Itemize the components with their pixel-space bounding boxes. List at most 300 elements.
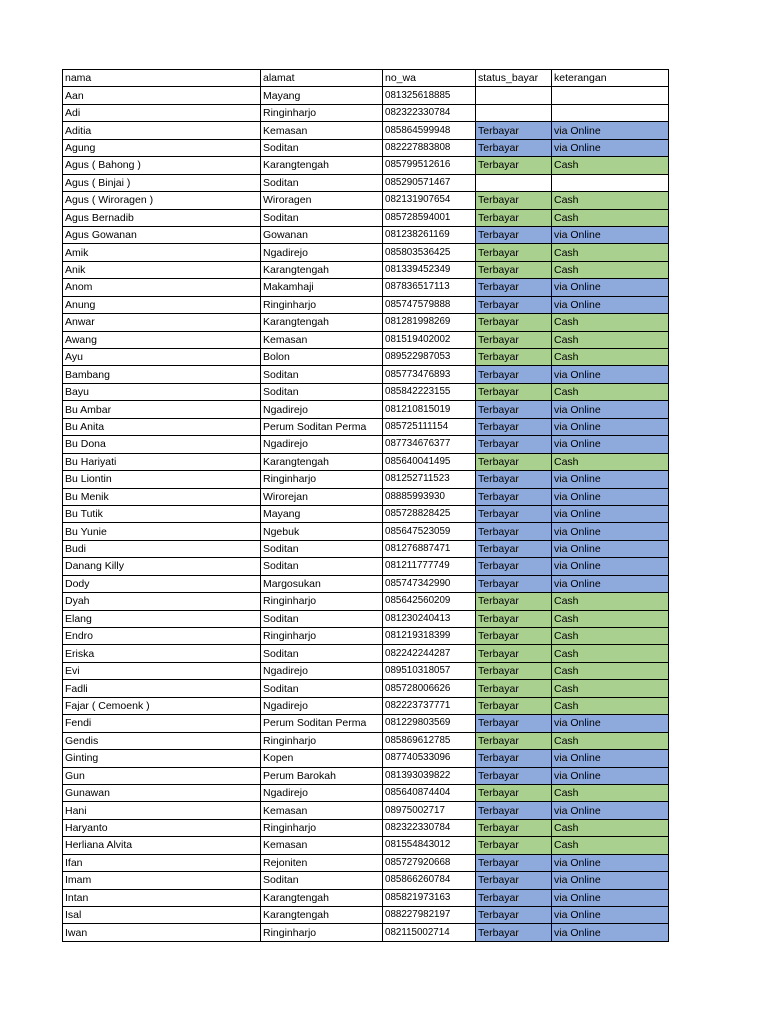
cell-status-bayar[interactable]: Terbayar bbox=[476, 540, 552, 557]
cell-keterangan[interactable]: via Online bbox=[552, 139, 669, 156]
cell-no-wa[interactable]: 082115002714 bbox=[383, 924, 476, 941]
table-row bbox=[63, 418, 669, 435]
cell-status-bayar[interactable]: Terbayar bbox=[476, 802, 552, 819]
cell-alamat[interactable]: Ringinharjo bbox=[261, 628, 383, 645]
cell-keterangan[interactable]: via Online bbox=[552, 715, 669, 732]
cell-status-bayar[interactable]: Terbayar bbox=[476, 819, 552, 836]
cell-nama[interactable]: Imam bbox=[63, 872, 261, 889]
cell-alamat[interactable]: Ringinharjo bbox=[261, 819, 383, 836]
cell-keterangan[interactable]: Cash bbox=[552, 645, 669, 662]
cell-status-bayar[interactable]: Terbayar bbox=[476, 436, 552, 453]
header-keterangan[interactable]: keterangan bbox=[552, 70, 669, 87]
cell-keterangan[interactable]: Cash bbox=[552, 349, 669, 366]
cell-alamat[interactable]: Ngadirejo bbox=[261, 784, 383, 801]
cell-alamat[interactable]: Perum Soditan Perma bbox=[261, 715, 383, 732]
cell-no-wa[interactable]: 085842223155 bbox=[383, 383, 476, 400]
cell-nama[interactable]: Haryanto bbox=[63, 819, 261, 836]
cell-nama[interactable]: Anwar bbox=[63, 314, 261, 331]
table-row bbox=[63, 610, 669, 627]
cell-no-wa[interactable]: 089522987053 bbox=[383, 349, 476, 366]
cell-alamat[interactable]: Ringinharjo bbox=[261, 732, 383, 749]
table-row bbox=[63, 872, 669, 889]
cell-nama[interactable]: Bu Hariyati bbox=[63, 453, 261, 470]
cell-alamat[interactable]: Soditan bbox=[261, 383, 383, 400]
cell-status-bayar[interactable]: Terbayar bbox=[476, 244, 552, 261]
table-row bbox=[63, 139, 669, 156]
table-row bbox=[63, 383, 669, 400]
cell-status-bayar[interactable]: Terbayar bbox=[476, 418, 552, 435]
table-row bbox=[63, 767, 669, 784]
cell-keterangan[interactable]: Cash bbox=[552, 837, 669, 854]
cell-alamat[interactable]: Mayang bbox=[261, 87, 383, 104]
cell-nama[interactable]: Bayu bbox=[63, 383, 261, 400]
cell-nama[interactable]: Fadli bbox=[63, 680, 261, 697]
cell-no-wa[interactable]: 081281998269 bbox=[383, 314, 476, 331]
cell-alamat[interactable]: Soditan bbox=[261, 174, 383, 191]
cell-nama[interactable]: Bu Dona bbox=[63, 436, 261, 453]
cell-nama[interactable]: Bu Anita bbox=[63, 418, 261, 435]
cell-no-wa[interactable]: 085640874404 bbox=[383, 784, 476, 801]
header-nama[interactable]: nama bbox=[63, 70, 261, 87]
cell-status-bayar[interactable]: Terbayar bbox=[476, 279, 552, 296]
cell-alamat[interactable]: Ngadirejo bbox=[261, 401, 383, 418]
cell-no-wa[interactable]: 085866260784 bbox=[383, 872, 476, 889]
cell-status-bayar[interactable]: Terbayar bbox=[476, 750, 552, 767]
table-row bbox=[63, 471, 669, 488]
cell-alamat[interactable]: Soditan bbox=[261, 366, 383, 383]
cell-nama[interactable]: Anung bbox=[63, 296, 261, 313]
cell-alamat[interactable]: Bolon bbox=[261, 349, 383, 366]
cell-nama[interactable]: Ifan bbox=[63, 854, 261, 871]
table-row bbox=[63, 331, 669, 348]
cell-nama[interactable]: Anom bbox=[63, 279, 261, 296]
cell-nama[interactable]: Hani bbox=[63, 802, 261, 819]
cell-alamat[interactable]: Gowanan bbox=[261, 226, 383, 243]
cell-status-bayar[interactable]: Terbayar bbox=[476, 523, 552, 540]
cell-no-wa[interactable]: 081325618885 bbox=[383, 87, 476, 104]
cell-nama[interactable]: Agung bbox=[63, 139, 261, 156]
cell-no-wa[interactable]: 081219318399 bbox=[383, 628, 476, 645]
cell-status-bayar[interactable]: Terbayar bbox=[476, 331, 552, 348]
cell-no-wa[interactable]: 085728594001 bbox=[383, 209, 476, 226]
cell-keterangan[interactable]: via Online bbox=[552, 436, 669, 453]
cell-keterangan[interactable]: Cash bbox=[552, 784, 669, 801]
cell-no-wa[interactable]: 085725111154 bbox=[383, 418, 476, 435]
cell-status-bayar[interactable]: Terbayar bbox=[476, 471, 552, 488]
cell-keterangan[interactable]: via Online bbox=[552, 523, 669, 540]
cell-alamat[interactable]: Kemasan bbox=[261, 837, 383, 854]
cell-keterangan[interactable]: via Online bbox=[552, 366, 669, 383]
cell-alamat[interactable]: Ngadirejo bbox=[261, 244, 383, 261]
cell-status-bayar[interactable]: Terbayar bbox=[476, 593, 552, 610]
cell-no-wa[interactable]: 081393039822 bbox=[383, 767, 476, 784]
table-row bbox=[63, 628, 669, 645]
cell-status-bayar[interactable]: Terbayar bbox=[476, 680, 552, 697]
spreadsheet-table bbox=[62, 69, 669, 942]
cell-keterangan[interactable]: via Online bbox=[552, 575, 669, 592]
header-no-wa[interactable]: no_wa bbox=[383, 70, 476, 87]
table-row bbox=[63, 226, 669, 243]
cell-status-bayar[interactable]: Terbayar bbox=[476, 872, 552, 889]
cell-no-wa[interactable]: 081519402002 bbox=[383, 331, 476, 348]
cell-alamat[interactable]: Ngadirejo bbox=[261, 662, 383, 679]
cell-nama[interactable]: Adi bbox=[63, 104, 261, 121]
cell-status-bayar[interactable]: Terbayar bbox=[476, 889, 552, 906]
table-row bbox=[63, 819, 669, 836]
table-row bbox=[63, 575, 669, 592]
table-row bbox=[63, 523, 669, 540]
table-row bbox=[63, 157, 669, 174]
table-row bbox=[63, 436, 669, 453]
cell-status-bayar[interactable]: Terbayar bbox=[476, 366, 552, 383]
cell-alamat[interactable]: Karangtengah bbox=[261, 261, 383, 278]
table-row bbox=[63, 279, 669, 296]
cell-status-bayar[interactable]: Terbayar bbox=[476, 261, 552, 278]
cell-status-bayar[interactable]: Terbayar bbox=[476, 122, 552, 139]
table-row bbox=[63, 104, 669, 121]
table-row bbox=[63, 540, 669, 557]
table-row bbox=[63, 889, 669, 906]
cell-status-bayar[interactable]: Terbayar bbox=[476, 401, 552, 418]
cell-alamat[interactable]: Karangtengah bbox=[261, 907, 383, 924]
cell-status-bayar[interactable]: Terbayar bbox=[476, 732, 552, 749]
cell-nama[interactable]: Iwan bbox=[63, 924, 261, 941]
cell-status-bayar[interactable]: Terbayar bbox=[476, 645, 552, 662]
table-row bbox=[63, 907, 669, 924]
cell-no-wa[interactable]: 081210815019 bbox=[383, 401, 476, 418]
cell-alamat[interactable]: Kemasan bbox=[261, 802, 383, 819]
cell-alamat[interactable]: Wiroragen bbox=[261, 192, 383, 209]
cell-nama[interactable]: Herliana Alvita bbox=[63, 837, 261, 854]
cell-status-bayar[interactable]: Terbayar bbox=[476, 662, 552, 679]
table-row bbox=[63, 122, 669, 139]
cell-keterangan[interactable]: Cash bbox=[552, 261, 669, 278]
cell-keterangan[interactable]: via Online bbox=[552, 279, 669, 296]
cell-nama[interactable]: Ginting bbox=[63, 750, 261, 767]
cell-nama[interactable]: Fendi bbox=[63, 715, 261, 732]
cell-no-wa[interactable]: 088227982197 bbox=[383, 907, 476, 924]
cell-keterangan[interactable]: via Online bbox=[552, 907, 669, 924]
cell-alamat[interactable]: Soditan bbox=[261, 558, 383, 575]
cell-status-bayar[interactable] bbox=[476, 174, 552, 191]
cell-status-bayar[interactable] bbox=[476, 87, 552, 104]
header-row bbox=[63, 70, 669, 87]
cell-keterangan[interactable]: via Online bbox=[552, 802, 669, 819]
cell-nama[interactable]: Agus ( Wiroragen ) bbox=[63, 192, 261, 209]
table-row bbox=[63, 645, 669, 662]
cell-alamat[interactable]: Kemasan bbox=[261, 122, 383, 139]
table-row bbox=[63, 488, 669, 505]
cell-alamat[interactable]: Ringinharjo bbox=[261, 924, 383, 941]
cell-alamat[interactable]: Kopen bbox=[261, 750, 383, 767]
cell-nama[interactable]: Amik bbox=[63, 244, 261, 261]
cell-no-wa[interactable]: 085728828425 bbox=[383, 505, 476, 522]
cell-alamat[interactable]: Rejoniten bbox=[261, 854, 383, 871]
cell-keterangan[interactable]: via Online bbox=[552, 226, 669, 243]
cell-no-wa[interactable]: 082322330784 bbox=[383, 104, 476, 121]
cell-keterangan[interactable]: Cash bbox=[552, 383, 669, 400]
cell-keterangan[interactable]: via Online bbox=[552, 401, 669, 418]
table-body bbox=[63, 87, 669, 941]
cell-alamat[interactable]: Mayang bbox=[261, 505, 383, 522]
cell-status-bayar[interactable]: Terbayar bbox=[476, 453, 552, 470]
cell-alamat[interactable]: Ringinharjo bbox=[261, 471, 383, 488]
table-row bbox=[63, 209, 669, 226]
cell-no-wa[interactable]: 085864599948 bbox=[383, 122, 476, 139]
cell-alamat[interactable]: Ringinharjo bbox=[261, 593, 383, 610]
cell-nama[interactable]: Endro bbox=[63, 628, 261, 645]
cell-status-bayar[interactable]: Terbayar bbox=[476, 226, 552, 243]
cell-status-bayar[interactable]: Terbayar bbox=[476, 505, 552, 522]
cell-status-bayar[interactable]: Terbayar bbox=[476, 558, 552, 575]
cell-keterangan[interactable]: via Online bbox=[552, 889, 669, 906]
cell-status-bayar[interactable]: Terbayar bbox=[476, 192, 552, 209]
cell-no-wa[interactable]: 082227883808 bbox=[383, 139, 476, 156]
table-row bbox=[63, 349, 669, 366]
table-row bbox=[63, 662, 669, 679]
table-row bbox=[63, 680, 669, 697]
cell-no-wa[interactable]: 085773476893 bbox=[383, 366, 476, 383]
cell-status-bayar[interactable]: Terbayar bbox=[476, 296, 552, 313]
cell-status-bayar[interactable]: Terbayar bbox=[476, 488, 552, 505]
table-row bbox=[63, 837, 669, 854]
cell-keterangan[interactable]: Cash bbox=[552, 244, 669, 261]
cell-status-bayar[interactable]: Terbayar bbox=[476, 139, 552, 156]
table-row bbox=[63, 784, 669, 801]
cell-nama[interactable]: Evi bbox=[63, 662, 261, 679]
cell-status-bayar[interactable]: Terbayar bbox=[476, 575, 552, 592]
cell-keterangan[interactable]: Cash bbox=[552, 610, 669, 627]
cell-no-wa[interactable]: 081211777749 bbox=[383, 558, 476, 575]
cell-status-bayar[interactable]: Terbayar bbox=[476, 854, 552, 871]
cell-keterangan[interactable] bbox=[552, 104, 669, 121]
cell-status-bayar[interactable]: Terbayar bbox=[476, 383, 552, 400]
header-status-bayar[interactable]: status_bayar bbox=[476, 70, 552, 87]
table-row bbox=[63, 244, 669, 261]
cell-keterangan[interactable]: via Online bbox=[552, 558, 669, 575]
cell-nama[interactable]: Gendis bbox=[63, 732, 261, 749]
cell-keterangan[interactable]: via Online bbox=[552, 122, 669, 139]
cell-no-wa[interactable]: 082322330784 bbox=[383, 819, 476, 836]
cell-status-bayar[interactable]: Terbayar bbox=[476, 767, 552, 784]
cell-keterangan[interactable]: via Online bbox=[552, 418, 669, 435]
cell-alamat[interactable]: Soditan bbox=[261, 645, 383, 662]
cell-keterangan[interactable]: Cash bbox=[552, 697, 669, 714]
cell-nama[interactable]: Agus Gowanan bbox=[63, 226, 261, 243]
cell-nama[interactable]: Aan bbox=[63, 87, 261, 104]
cell-nama[interactable]: Aditia bbox=[63, 122, 261, 139]
cell-nama[interactable]: Bu Menik bbox=[63, 488, 261, 505]
table-row bbox=[63, 505, 669, 522]
cell-alamat[interactable]: Perum Barokah bbox=[261, 767, 383, 784]
cell-status-bayar[interactable]: Terbayar bbox=[476, 784, 552, 801]
cell-no-wa[interactable]: 085869612785 bbox=[383, 732, 476, 749]
cell-no-wa[interactable]: 085728006626 bbox=[383, 680, 476, 697]
cell-nama[interactable]: Agus Bernadib bbox=[63, 209, 261, 226]
cell-status-bayar[interactable]: Terbayar bbox=[476, 907, 552, 924]
cell-nama[interactable]: Danang Killy bbox=[63, 558, 261, 575]
cell-no-wa[interactable]: 085727920668 bbox=[383, 854, 476, 871]
cell-keterangan[interactable]: Cash bbox=[552, 192, 669, 209]
cell-no-wa[interactable]: 089510318057 bbox=[383, 662, 476, 679]
table-row bbox=[63, 453, 669, 470]
cell-alamat[interactable]: Kemasan bbox=[261, 331, 383, 348]
cell-keterangan[interactable]: Cash bbox=[552, 662, 669, 679]
cell-no-wa[interactable]: 087740533096 bbox=[383, 750, 476, 767]
cell-no-wa[interactable]: 082223737771 bbox=[383, 697, 476, 714]
cell-no-wa[interactable]: 081252711523 bbox=[383, 471, 476, 488]
header-alamat[interactable]: alamat bbox=[261, 70, 383, 87]
cell-keterangan[interactable]: Cash bbox=[552, 593, 669, 610]
cell-alamat[interactable]: Ringinharjo bbox=[261, 296, 383, 313]
cell-alamat[interactable]: Soditan bbox=[261, 540, 383, 557]
cell-keterangan[interactable]: via Online bbox=[552, 505, 669, 522]
cell-no-wa[interactable]: 087836517113 bbox=[383, 279, 476, 296]
cell-keterangan[interactable]: via Online bbox=[552, 924, 669, 941]
cell-alamat[interactable]: Ringinharjo bbox=[261, 104, 383, 121]
cell-alamat[interactable]: Perum Soditan Perma bbox=[261, 418, 383, 435]
cell-status-bayar[interactable]: Terbayar bbox=[476, 209, 552, 226]
table-row bbox=[63, 854, 669, 871]
cell-keterangan[interactable]: Cash bbox=[552, 314, 669, 331]
cell-nama[interactable]: Dody bbox=[63, 575, 261, 592]
cell-no-wa[interactable]: 081276887471 bbox=[383, 540, 476, 557]
cell-status-bayar[interactable]: Terbayar bbox=[476, 314, 552, 331]
cell-no-wa[interactable]: 08975002717 bbox=[383, 802, 476, 819]
cell-no-wa[interactable]: 085747579888 bbox=[383, 296, 476, 313]
cell-alamat[interactable]: Karangtengah bbox=[261, 889, 383, 906]
cell-alamat[interactable]: Ngadirejo bbox=[261, 436, 383, 453]
cell-no-wa[interactable]: 085747342990 bbox=[383, 575, 476, 592]
cell-alamat[interactable]: Soditan bbox=[261, 139, 383, 156]
cell-no-wa[interactable]: 081229803569 bbox=[383, 715, 476, 732]
cell-alamat[interactable]: Soditan bbox=[261, 610, 383, 627]
cell-nama[interactable]: Elang bbox=[63, 610, 261, 627]
cell-nama[interactable]: Intan bbox=[63, 889, 261, 906]
cell-no-wa[interactable]: 087734676377 bbox=[383, 436, 476, 453]
cell-status-bayar[interactable]: Terbayar bbox=[476, 628, 552, 645]
cell-keterangan[interactable]: Cash bbox=[552, 628, 669, 645]
cell-alamat[interactable]: Ngebuk bbox=[261, 523, 383, 540]
table-row bbox=[63, 924, 669, 941]
cell-nama[interactable]: Bu Yunie bbox=[63, 523, 261, 540]
cell-no-wa[interactable]: 082131907654 bbox=[383, 192, 476, 209]
cell-no-wa[interactable]: 081554843012 bbox=[383, 837, 476, 854]
cell-no-wa[interactable]: 082242244287 bbox=[383, 645, 476, 662]
cell-keterangan[interactable]: via Online bbox=[552, 872, 669, 889]
cell-keterangan[interactable]: Cash bbox=[552, 819, 669, 836]
cell-keterangan[interactable]: via Online bbox=[552, 750, 669, 767]
table-row bbox=[63, 401, 669, 418]
cell-nama[interactable]: Awang bbox=[63, 331, 261, 348]
cell-alamat[interactable]: Karangtengah bbox=[261, 453, 383, 470]
table-row bbox=[63, 314, 669, 331]
cell-nama[interactable]: Bu Ambar bbox=[63, 401, 261, 418]
table-row bbox=[63, 593, 669, 610]
cell-no-wa[interactable]: 08885993930 bbox=[383, 488, 476, 505]
table-row bbox=[63, 261, 669, 278]
table-row bbox=[63, 366, 669, 383]
table-row bbox=[63, 732, 669, 749]
table-row bbox=[63, 802, 669, 819]
cell-alamat[interactable]: Soditan bbox=[261, 680, 383, 697]
cell-keterangan[interactable]: via Online bbox=[552, 471, 669, 488]
cell-no-wa[interactable]: 081339452349 bbox=[383, 261, 476, 278]
cell-status-bayar[interactable]: Terbayar bbox=[476, 349, 552, 366]
cell-alamat[interactable]: Wirorejan bbox=[261, 488, 383, 505]
cell-nama[interactable]: Dyah bbox=[63, 593, 261, 610]
cell-keterangan[interactable]: via Online bbox=[552, 296, 669, 313]
cell-nama[interactable]: Ayu bbox=[63, 349, 261, 366]
cell-nama[interactable]: Gun bbox=[63, 767, 261, 784]
cell-no-wa[interactable]: 085803536425 bbox=[383, 244, 476, 261]
cell-nama[interactable]: Isal bbox=[63, 907, 261, 924]
cell-status-bayar[interactable] bbox=[476, 104, 552, 121]
cell-keterangan[interactable]: via Online bbox=[552, 854, 669, 871]
cell-no-wa[interactable]: 085821973163 bbox=[383, 889, 476, 906]
cell-keterangan[interactable]: Cash bbox=[552, 157, 669, 174]
cell-no-wa[interactable]: 081230240413 bbox=[383, 610, 476, 627]
cell-nama[interactable]: Bu Liontin bbox=[63, 471, 261, 488]
cell-nama[interactable]: Gunawan bbox=[63, 784, 261, 801]
cell-alamat[interactable]: Ngadirejo bbox=[261, 697, 383, 714]
cell-keterangan[interactable]: via Online bbox=[552, 540, 669, 557]
cell-no-wa[interactable]: 085640041495 bbox=[383, 453, 476, 470]
cell-keterangan[interactable] bbox=[552, 174, 669, 191]
cell-no-wa[interactable]: 081238261169 bbox=[383, 226, 476, 243]
cell-alamat[interactable]: Makamhaji bbox=[261, 279, 383, 296]
cell-nama[interactable]: Fajar ( Cemoenk ) bbox=[63, 697, 261, 714]
cell-nama[interactable]: Agus ( Bahong ) bbox=[63, 157, 261, 174]
cell-nama[interactable]: Bu Tutik bbox=[63, 505, 261, 522]
cell-keterangan[interactable]: Cash bbox=[552, 331, 669, 348]
cell-alamat[interactable]: Margosukan bbox=[261, 575, 383, 592]
cell-alamat[interactable]: Karangtengah bbox=[261, 314, 383, 331]
cell-status-bayar[interactable]: Terbayar bbox=[476, 157, 552, 174]
cell-status-bayar[interactable]: Terbayar bbox=[476, 837, 552, 854]
cell-keterangan[interactable]: via Online bbox=[552, 488, 669, 505]
cell-alamat[interactable]: Soditan bbox=[261, 209, 383, 226]
table-row bbox=[63, 192, 669, 209]
cell-keterangan[interactable]: via Online bbox=[552, 767, 669, 784]
cell-keterangan[interactable]: Cash bbox=[552, 453, 669, 470]
table-row bbox=[63, 87, 669, 104]
cell-nama[interactable]: Agus ( Binjai ) bbox=[63, 174, 261, 191]
cell-keterangan[interactable]: Cash bbox=[552, 732, 669, 749]
cell-status-bayar[interactable]: Terbayar bbox=[476, 924, 552, 941]
cell-keterangan[interactable] bbox=[552, 87, 669, 104]
cell-alamat[interactable]: Soditan bbox=[261, 872, 383, 889]
cell-alamat[interactable]: Karangtengah bbox=[261, 157, 383, 174]
cell-status-bayar[interactable]: Terbayar bbox=[476, 697, 552, 714]
table-row bbox=[63, 697, 669, 714]
cell-nama[interactable]: Bambang bbox=[63, 366, 261, 383]
cell-nama[interactable]: Anik bbox=[63, 261, 261, 278]
cell-no-wa[interactable]: 085290571467 bbox=[383, 174, 476, 191]
table-row bbox=[63, 558, 669, 575]
table-row bbox=[63, 715, 669, 732]
cell-no-wa[interactable]: 085647523059 bbox=[383, 523, 476, 540]
cell-nama[interactable]: Budi bbox=[63, 540, 261, 557]
cell-status-bayar[interactable]: Terbayar bbox=[476, 715, 552, 732]
cell-status-bayar[interactable]: Terbayar bbox=[476, 610, 552, 627]
cell-no-wa[interactable]: 085642560209 bbox=[383, 593, 476, 610]
cell-keterangan[interactable]: Cash bbox=[552, 209, 669, 226]
cell-no-wa[interactable]: 085799512616 bbox=[383, 157, 476, 174]
cell-nama[interactable]: Eriska bbox=[63, 645, 261, 662]
table-row bbox=[63, 174, 669, 191]
cell-keterangan[interactable]: Cash bbox=[552, 680, 669, 697]
